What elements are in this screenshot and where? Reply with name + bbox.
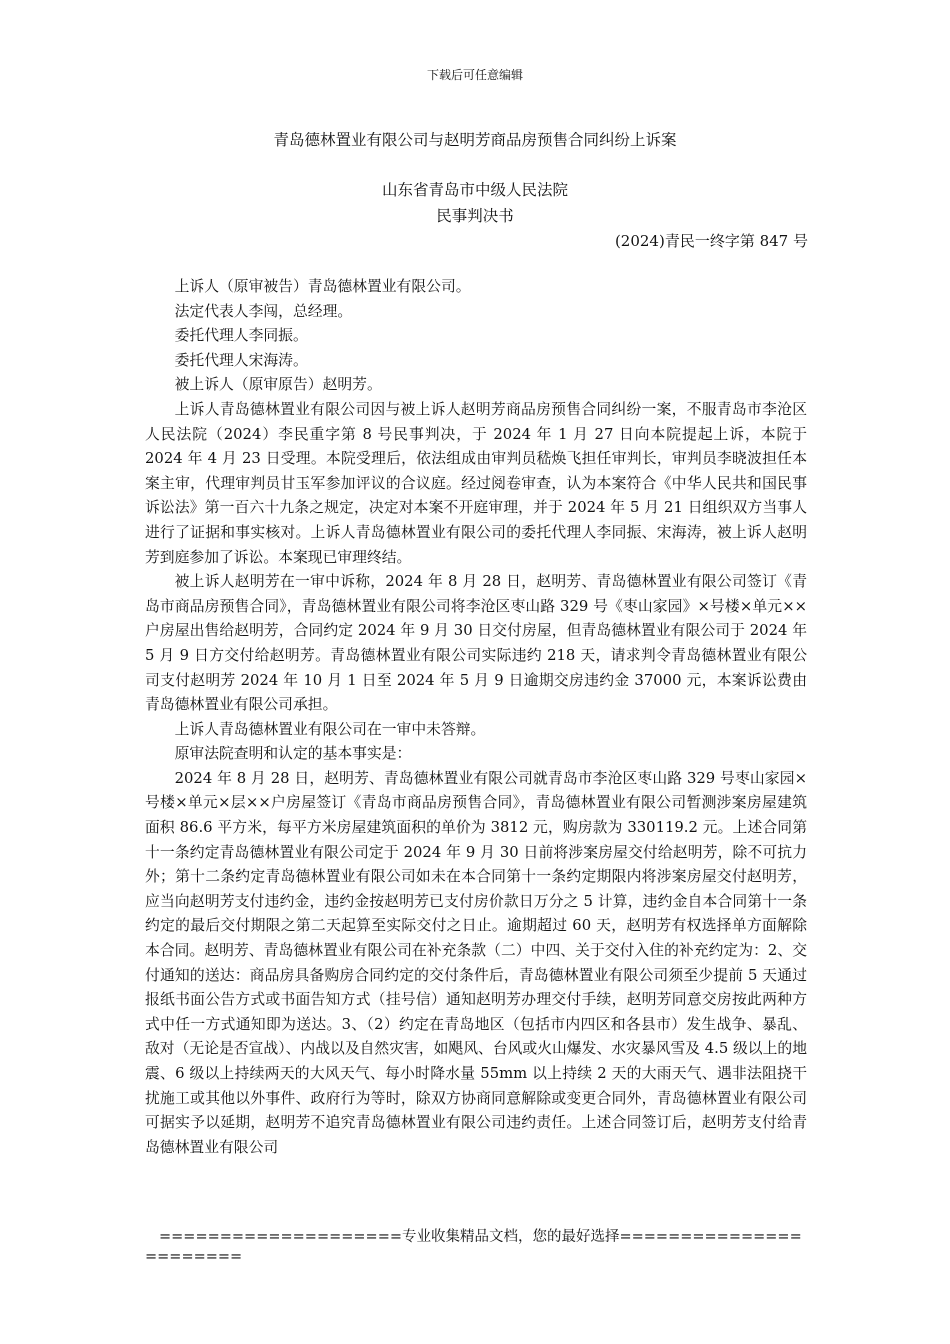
judgment-body <box>145 275 807 1160</box>
paragraph-agent-1: 委托代理人李同振。 <box>174 327 308 345</box>
paragraph-appellant: 上诉人（原审被告）青岛德林置业有限公司。 <box>174 278 471 295</box>
header-note: 下载后可任意编辑 <box>426 68 523 82</box>
footer-banner: ====================专业收集精品文档，您的最好选择======================= <box>145 1229 802 1265</box>
case-number: (2024)青民一终字第 847 号 <box>614 232 808 250</box>
paragraph-claim: 被上诉人赵明芳在一审中诉称，2024 年 8 月 28 日，赵明芳、青岛德林置业有限公司签订《青岛市商品房预售合同》，青岛德林置业有限公司将李沧区枣山路 329 号《枣山家园》×号楼×单元××户房屋出售给赵明芳，合同约定 2024 年 9 月 30 日交付房屋，但青岛德林置业有限公司于 2024 年 5 月 9 日方交付给赵明芳。青岛德林置业有限公司实际违约 218 天，请求判令青岛德林置业有限公司支付赵明芳 2024 年 10 月 1 日至 2024 年 5 月 9 日逾期交房违约金 37000 元，本案诉讼费由青岛德林置业有限公司承担。 <box>145 573 807 714</box>
court-name: 山东省青岛市中级人民法院 <box>381 181 568 199</box>
paragraph-appellee: 被上诉人（原审原告）赵明芳。 <box>174 376 382 394</box>
paragraph-facts: 2024 年 8 月 28 日，赵明芳、青岛德林置业有限公司就青岛市李沧区枣山路 329 号枣山家园×号楼×单元×层××户房屋签订《青岛市商品房预售合同》，青岛德林置业有限公司暂测涉案房屋建筑面积 86.6 平方米，每平方米房屋建筑面积的单价为 3812 元，购房款为 330119.2 元。上述合同第十一条约定青岛德林置业有限公司定于 2024 年 9 月 30 日前将涉案房屋交付给赵明芳，除不可抗力外；第十二条约定青岛德林置业有限公司如未在本合同第十一条约定期限内将涉案房屋交付赵明芳，应当向赵明芳支付违约金，违约金按赵明芳已支付房价款日万分之 5 计算，违约金自本合同第十一条约定的最后交付期限之第二天起算至实际交付之日止。逾期超过 60 天，赵明芳有权选择单方面解除本合同。赵明芳、青岛德林置业有限公司在补充条款（二）中四、关于交付入住的补充约定为：2、交付通知的送达：商品房具备购房合同约定的交付条件后，青岛德林置业有限公司须至少提前 5 天通过报纸书面公告方式或书面告知方式（挂号信）通知赵明芳办理交付手续，赵明芳同意交房按此两种方式中任一方式通知即为送达。3、（2）约定在青岛地区（包括市内四区和各县市）发生战争、暴乱、敌对（无论是否宣战）、内战以及自然灾害，如飓风、台风或火山爆发、水灾暴风雪及 4.5 级以上的地震、6 级以上持续两天的大风天气、每小时降水量 55mm 以上持续 2 天的大雨天气、遇非法阻挠干扰施工或其他以外事件、政府行为等时，除双方协商同意解除或变更合同外，青岛德林置业有限公司可据实予以延期，赵明芳不追究青岛德林置业有限公司违约责任。上述合同签订后，赵明芳支付给青岛德林置业有限公司 <box>145 769 807 1156</box>
paragraph-procedure: 上诉人青岛德林置业有限公司因与被上诉人赵明芳商品房预售合同纠纷一案，不服青岛市李沧区人民法院（2024）李民重字第 8 号民事判决，于 2024 年 1 月 27 日向本院提起上诉，本院于 2024 年 4 月 23 日受理。本院受理后，依法组成由审判员嵇焕飞担任审判长，审判员李晓波担任本案主审，代理审判员甘玉军参加评议的合议庭。经过阅卷审查，认为本案符合《中华人民共和国民事诉讼法》第一百六十九条之规定，决定对本案不开庭审理，并于 2024 年 5 月 21 日组织双方当事人进行了证据和事实核对。上诉人青岛德林置业有限公司的委托代理人李同振、宋海涛，被上诉人赵明芳到庭参加了诉讼。本案现已审理终结。 <box>145 400 807 566</box>
document-type: 民事判决书 <box>436 207 514 225</box>
paragraph-no-defense: 上诉人青岛德林置业有限公司在一审中未答辩。 <box>174 720 486 738</box>
case-title: 青岛德林置业有限公司与赵明芳商品房预售合同纠纷上诉案 <box>273 131 677 149</box>
paragraph-agent-2: 委托代理人宋海涛。 <box>174 351 308 369</box>
paragraph-legal-representative: 法定代表人李闯，总经理。 <box>174 302 353 320</box>
paragraph-facts-intro: 原审法院查明和认定的基本事实是： <box>174 745 412 763</box>
